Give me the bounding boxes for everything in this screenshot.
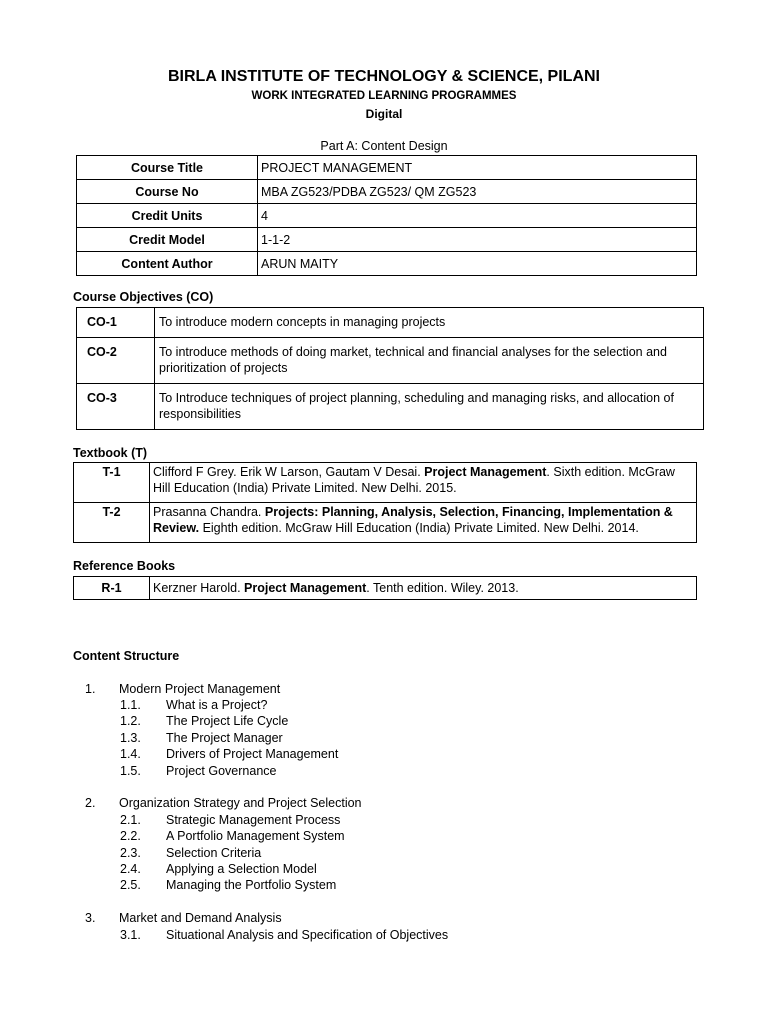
topic-title: Managing the Portfolio System [166, 878, 337, 892]
module-title: Market and Demand Analysis [119, 911, 282, 925]
content-structure-heading: Content Structure [73, 649, 180, 663]
credit-units-value: 4 [258, 204, 697, 228]
topic-number: 1.2. [120, 714, 141, 728]
topic-title: A Portfolio Management System [166, 829, 345, 843]
topic-title: Selection Criteria [166, 846, 262, 860]
topic-title: Applying a Selection Model [166, 862, 317, 876]
citation-publisher: . Sixth edition. McGraw Hill Education (India) Private Limited. New Delhi. 2015. [153, 465, 675, 495]
table-row [77, 180, 697, 204]
credit-model-value: 1-1-2 [258, 228, 697, 252]
co-id: CO-1 [77, 308, 155, 338]
institute-title: BIRLA INSTITUTE OF TECHNOLOGY & SCIENCE, PILANI [167, 68, 600, 85]
topic-number: 3.1. [120, 928, 141, 942]
textbook-citation [150, 503, 697, 543]
citation-authors: Prasanna Chandra. [153, 505, 265, 519]
module-number: 3. [85, 911, 96, 925]
topic-title: Drivers of Project Management [166, 747, 339, 761]
course-no-label: Course No [77, 180, 258, 204]
co-text: To introduce modern concepts in managing projects [155, 308, 704, 338]
reference-citation [150, 577, 697, 600]
topic-number: 2.2. [120, 829, 141, 843]
citation-publisher: Eighth edition. McGraw Hill Education (India) Private Limited. New Delhi. 2014. [199, 521, 639, 535]
topic-title: Strategic Management Process [166, 813, 341, 827]
reference-heading: Reference Books [73, 559, 176, 573]
topic-number: 2.1. [120, 813, 141, 827]
table-row [77, 252, 697, 276]
citation-authors: Clifford F Grey. Erik W Larson, Gautam V Desai. [153, 465, 425, 479]
co-id: CO-3 [77, 384, 155, 430]
credit-model-label: Credit Model [77, 228, 258, 252]
credit-units-label: Credit Units [77, 204, 258, 228]
programme-title: WORK INTEGRATED LEARNING PROGRAMMES [251, 90, 517, 102]
table-row [74, 463, 697, 503]
objectives-heading: Course Objectives (CO) [73, 290, 214, 304]
topic-number: 1.5. [120, 764, 141, 778]
citation-publisher: . Tenth edition. Wiley. 2013. [366, 581, 519, 595]
course-info-table [76, 155, 697, 276]
co-text: To Introduce techniques of project planning, scheduling and managing risks, and allocation of responsibilities [155, 384, 704, 430]
course-no-value: MBA ZG523/PDBA ZG523/ QM ZG523 [258, 180, 697, 204]
table-row [77, 156, 697, 180]
citation-title: Projects: Planning, Analysis, Selection, Financing, Implementation & Review. [153, 505, 673, 535]
course-title-label: Course Title [77, 156, 258, 180]
citation-title: Project Management [424, 465, 547, 479]
citation-authors: Kerzner Harold. [153, 581, 245, 595]
textbook-id: T-2 [74, 503, 150, 543]
topic-title: Situational Analysis and Specification of Objectives [166, 928, 449, 942]
textbook-table [73, 462, 697, 543]
mode-title: Digital [365, 107, 403, 121]
topic-title: The Project Life Cycle [166, 714, 289, 728]
textbook-citation [150, 463, 697, 503]
citation-title: Project Management [244, 581, 367, 595]
table-row [74, 503, 697, 543]
co-text: To introduce methods of doing market, technical and financial analyses for the selection and prioritization of projects [155, 338, 704, 384]
topic-title: What is a Project? [166, 698, 268, 712]
module-number: 1. [85, 682, 96, 696]
module-title: Modern Project Management [119, 682, 281, 696]
topic-number: 2.3. [120, 846, 141, 860]
topic-number: 1.1. [120, 698, 141, 712]
table-row [74, 577, 697, 600]
part-title: Part A: Content Design [320, 139, 448, 153]
table-row [77, 384, 704, 430]
textbook-id: T-1 [74, 463, 150, 503]
course-title-value: PROJECT MANAGEMENT [258, 156, 697, 180]
table-row [77, 308, 704, 338]
table-row [77, 338, 704, 384]
module-number: 2. [85, 796, 96, 810]
reference-id: R-1 [74, 577, 150, 600]
objectives-table [76, 307, 704, 430]
table-row [77, 204, 697, 228]
topic-number: 1.3. [120, 731, 141, 745]
reference-table [73, 576, 697, 600]
topic-number: 1.4. [120, 747, 141, 761]
topic-title: The Project Manager [166, 731, 283, 745]
textbook-heading: Textbook (T) [73, 446, 148, 460]
content-author-label: Content Author [77, 252, 258, 276]
module-title: Organization Strategy and Project Selection [119, 796, 362, 810]
topic-number: 2.5. [120, 878, 141, 892]
table-row [77, 228, 697, 252]
topic-title: Project Governance [166, 764, 277, 778]
topic-number: 2.4. [120, 862, 141, 876]
content-author-value: ARUN MAITY [258, 252, 697, 276]
co-id: CO-2 [77, 338, 155, 384]
